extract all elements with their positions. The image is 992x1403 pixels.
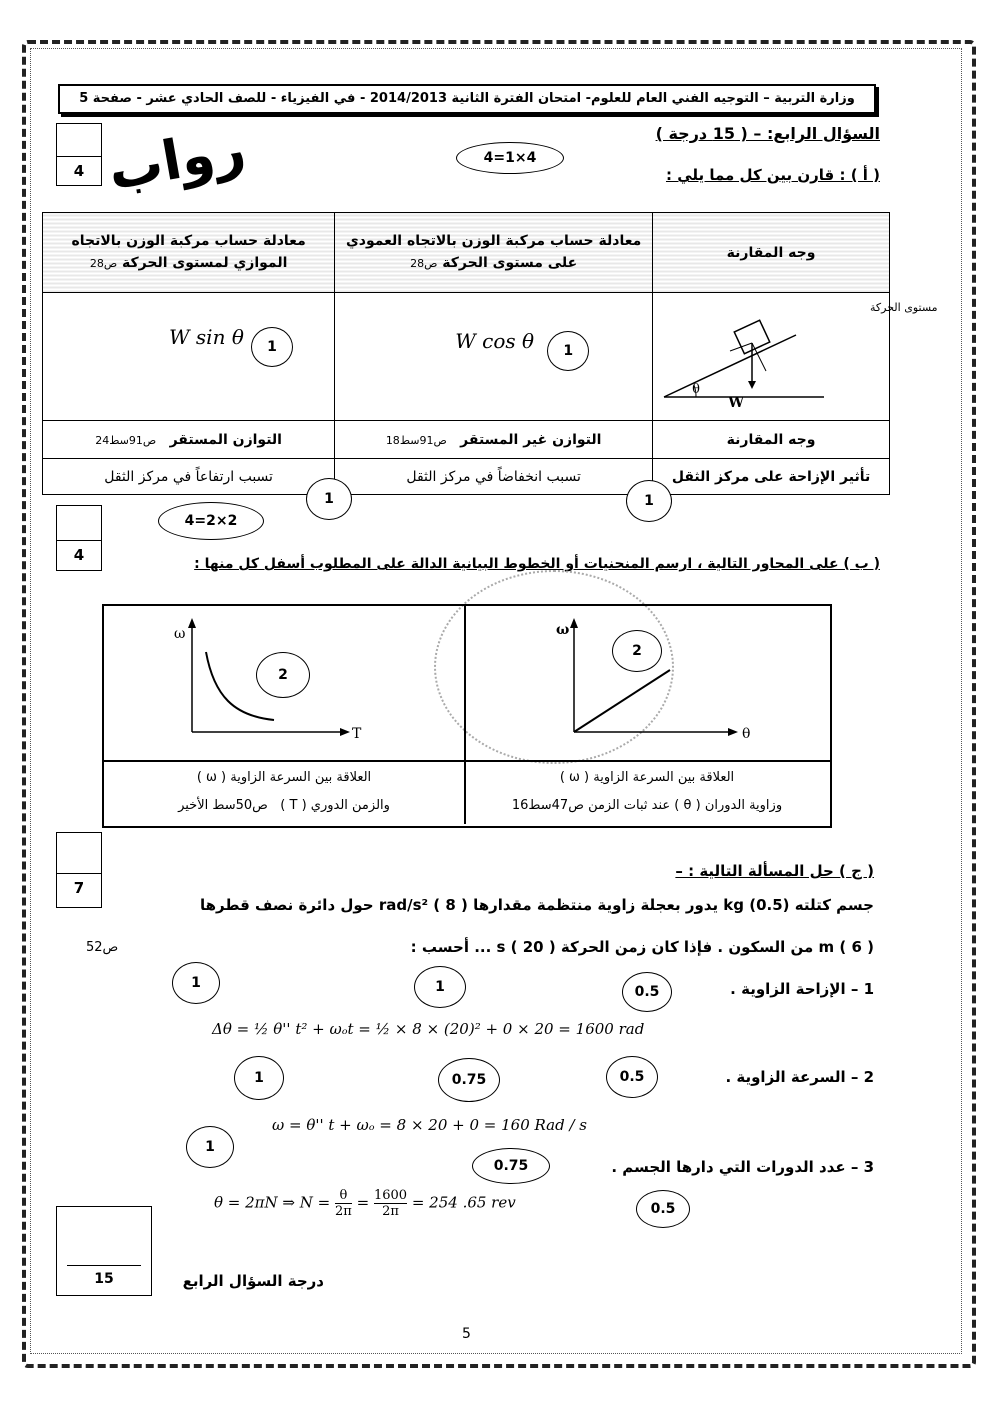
item2-mark-b: 0.75 [438, 1058, 500, 1102]
item1-mark-c: 0.5 [622, 972, 672, 1012]
header-perpendicular-text: معادلة حساب مركبة الوزن بالاتجاه العمودي على مستوى الحركة [345, 233, 642, 271]
score-c: 7 [73, 879, 85, 897]
cell-wcos [335, 293, 653, 421]
row3-raises: تسبب ارتفاعاً في مركز الثقل [43, 459, 335, 495]
item1-label: 1 – الإزاحة الزاوية . [730, 980, 874, 998]
problem-ref: ص52 [86, 940, 119, 955]
mark-bubble-raises: 1 [306, 478, 352, 520]
item2-formula: ω = θ'' t + ωₒ = 8 × 20 + 0 = 160 Rad / s [272, 1116, 587, 1134]
wcos-formula: W cos θ [455, 329, 535, 353]
caption-right-ref: ص47سط16 [511, 798, 584, 813]
total-score-box [56, 1206, 152, 1296]
header-parallel [43, 213, 335, 293]
item3-frac1-num: θ [335, 1188, 352, 1204]
handwritten-initials: رواب [103, 116, 250, 203]
mark-bubble-graph-right: 2 [612, 630, 662, 672]
header-parallel-ref: ص28 [89, 257, 118, 270]
theta-label: θ [692, 381, 701, 397]
part-c-label: ( ج ) حل المسألة التالية : – [675, 862, 874, 880]
item2-mark-c: 0.5 [606, 1056, 658, 1098]
mark-bubble-graph-left: 2 [256, 652, 310, 698]
caption-left-ref: ص50سط الأخير [178, 798, 268, 813]
item3-frac1 [335, 1188, 352, 1219]
row3-aspect: تأثير الإزاحة على مركز الثقل [653, 459, 890, 495]
score-box-a [56, 123, 102, 186]
mark-bubble-wcos: 1 [547, 331, 589, 371]
unstable-text: التوازن غير المستقر [460, 431, 602, 448]
incline-diagram [656, 295, 938, 415]
weight-label: W [728, 394, 745, 411]
plane-label: مستوى الحركة [870, 300, 938, 314]
problem-line-2: m ( 6 ) من السكون . فإذا كان زمن الحركة s ( 20 ) ... أحسب : [410, 938, 874, 956]
stable-text: التوازن المستقر [169, 431, 282, 448]
caption-left [104, 764, 464, 820]
row2-aspect: وجه المقارنة [653, 421, 890, 459]
item2-mark-a: 1 [234, 1056, 284, 1100]
item3-frac2 [374, 1188, 407, 1219]
header-parallel-text: معادلة حساب مركبة الوزن بالاتجاه الموازي لمستوى الحركة [71, 233, 306, 271]
header-aspect: وجه المقارنة [653, 213, 890, 293]
item3-formula-end: = 254 .65 rev [411, 1193, 516, 1212]
caption-right-2-row [466, 792, 828, 820]
score-a: 4 [73, 162, 85, 180]
page-header: وزارة التربية – التوجيه الفني العام للعلوم- امتحان الفترة الثانية 2014/2013 - في الفيزياء - للصف الحادي عشر - صفحة 5 [58, 84, 876, 114]
total-label: درجة السؤال الرابع [182, 1272, 324, 1290]
item3-mark-b: 0.75 [472, 1148, 550, 1184]
row2-unstable [335, 421, 653, 459]
left-y-label: ω [174, 626, 186, 642]
cell-wsin [43, 293, 335, 421]
caption-left-2: والزمن الدوري ( T ) [280, 798, 390, 813]
left-x-label: T [352, 726, 362, 742]
caption-right [466, 764, 828, 820]
item1-formula: Δθ = ½ θ'' t² + ωₒt = ½ × 8 × (20)² + 0 × 20 = 1600 rad [212, 1020, 645, 1038]
graphs-box [102, 604, 832, 828]
item1-mark-b: 1 [414, 966, 466, 1008]
page-number: 5 [462, 1326, 471, 1342]
item2-label: 2 – السرعة الزاوية . [725, 1068, 874, 1086]
total-score: 15 [94, 1271, 114, 1287]
score-b: 4 [73, 546, 85, 564]
caption-left-1: العلاقة بين السرعة الزاوية ( ω ) [196, 770, 372, 785]
row3-lowers: تسبب انخفاضاً في مركز الثقل [335, 459, 653, 495]
caption-left-2-row [104, 792, 464, 820]
question-title: السؤال الرابع: – ( 15 درجة ) [655, 124, 880, 143]
item3-frac1-den: 2π [335, 1204, 352, 1219]
row2-stable [43, 421, 335, 459]
graph-right [552, 614, 772, 750]
mark-bubble-lowers: 1 [626, 480, 672, 522]
wsin-formula: W sin θ [169, 325, 244, 349]
header-perpendicular-ref: ص28 [410, 257, 438, 270]
mark-bubble-wsin: 1 [251, 327, 293, 367]
score-note-bubble-a: 4=1×4 [456, 142, 564, 174]
item3-frac2-num: 1600 [373, 1188, 408, 1203]
score-note-bubble-b: 4=2×2 [158, 502, 264, 540]
problem-line-1: جسم كتلته kg (0.5) يدور بعجلة زاوية منتظمة مقدارها rad/s² ( 8 ) حول دائرة نصف قطرها [199, 896, 874, 914]
part-b-label: ( ب ) على المحاور التالية ، ارسم المنحنيات أو الخطوط البيانية الدالة على المطلوب أسفل كل منها : [194, 556, 880, 572]
item3-label: 3 – عدد الدورات التي دارها الجسم . [611, 1158, 874, 1176]
stable-ref: ص91سط24 [95, 433, 157, 447]
incline-diagram-cell [653, 293, 938, 421]
right-x-label: θ [742, 726, 751, 742]
item3-mark-c: 0.5 [636, 1190, 690, 1228]
caption-right-2: وزاوية الدوران ( θ ) عند ثبات الزمن [588, 798, 783, 813]
score-box-b [56, 505, 102, 571]
item3-frac2-den: 2π [382, 1204, 399, 1219]
header-perpendicular [335, 213, 653, 293]
item1-mark-a: 1 [172, 962, 220, 1004]
part-a-label: ( أ ) : قارن بين كل مما يلي : [665, 166, 880, 184]
caption-right-1: العلاقة بين السرعة الزاوية ( ω ) [559, 770, 735, 785]
item3-formula: θ = 2πN ⇒ N = $\frac{\theta}{2\pi}$ = $\frac{1600}{2\pi}$ = 254 .65 rev [214, 1188, 516, 1219]
right-y-label: ω [556, 622, 570, 638]
item3-formula-start: θ = 2πN ⇒ N = [214, 1193, 331, 1212]
score-box-c [56, 832, 102, 908]
unstable-ref: ص91سط18 [385, 433, 447, 447]
comparison-table [42, 212, 938, 495]
item3-mark-a: 1 [186, 1126, 234, 1168]
